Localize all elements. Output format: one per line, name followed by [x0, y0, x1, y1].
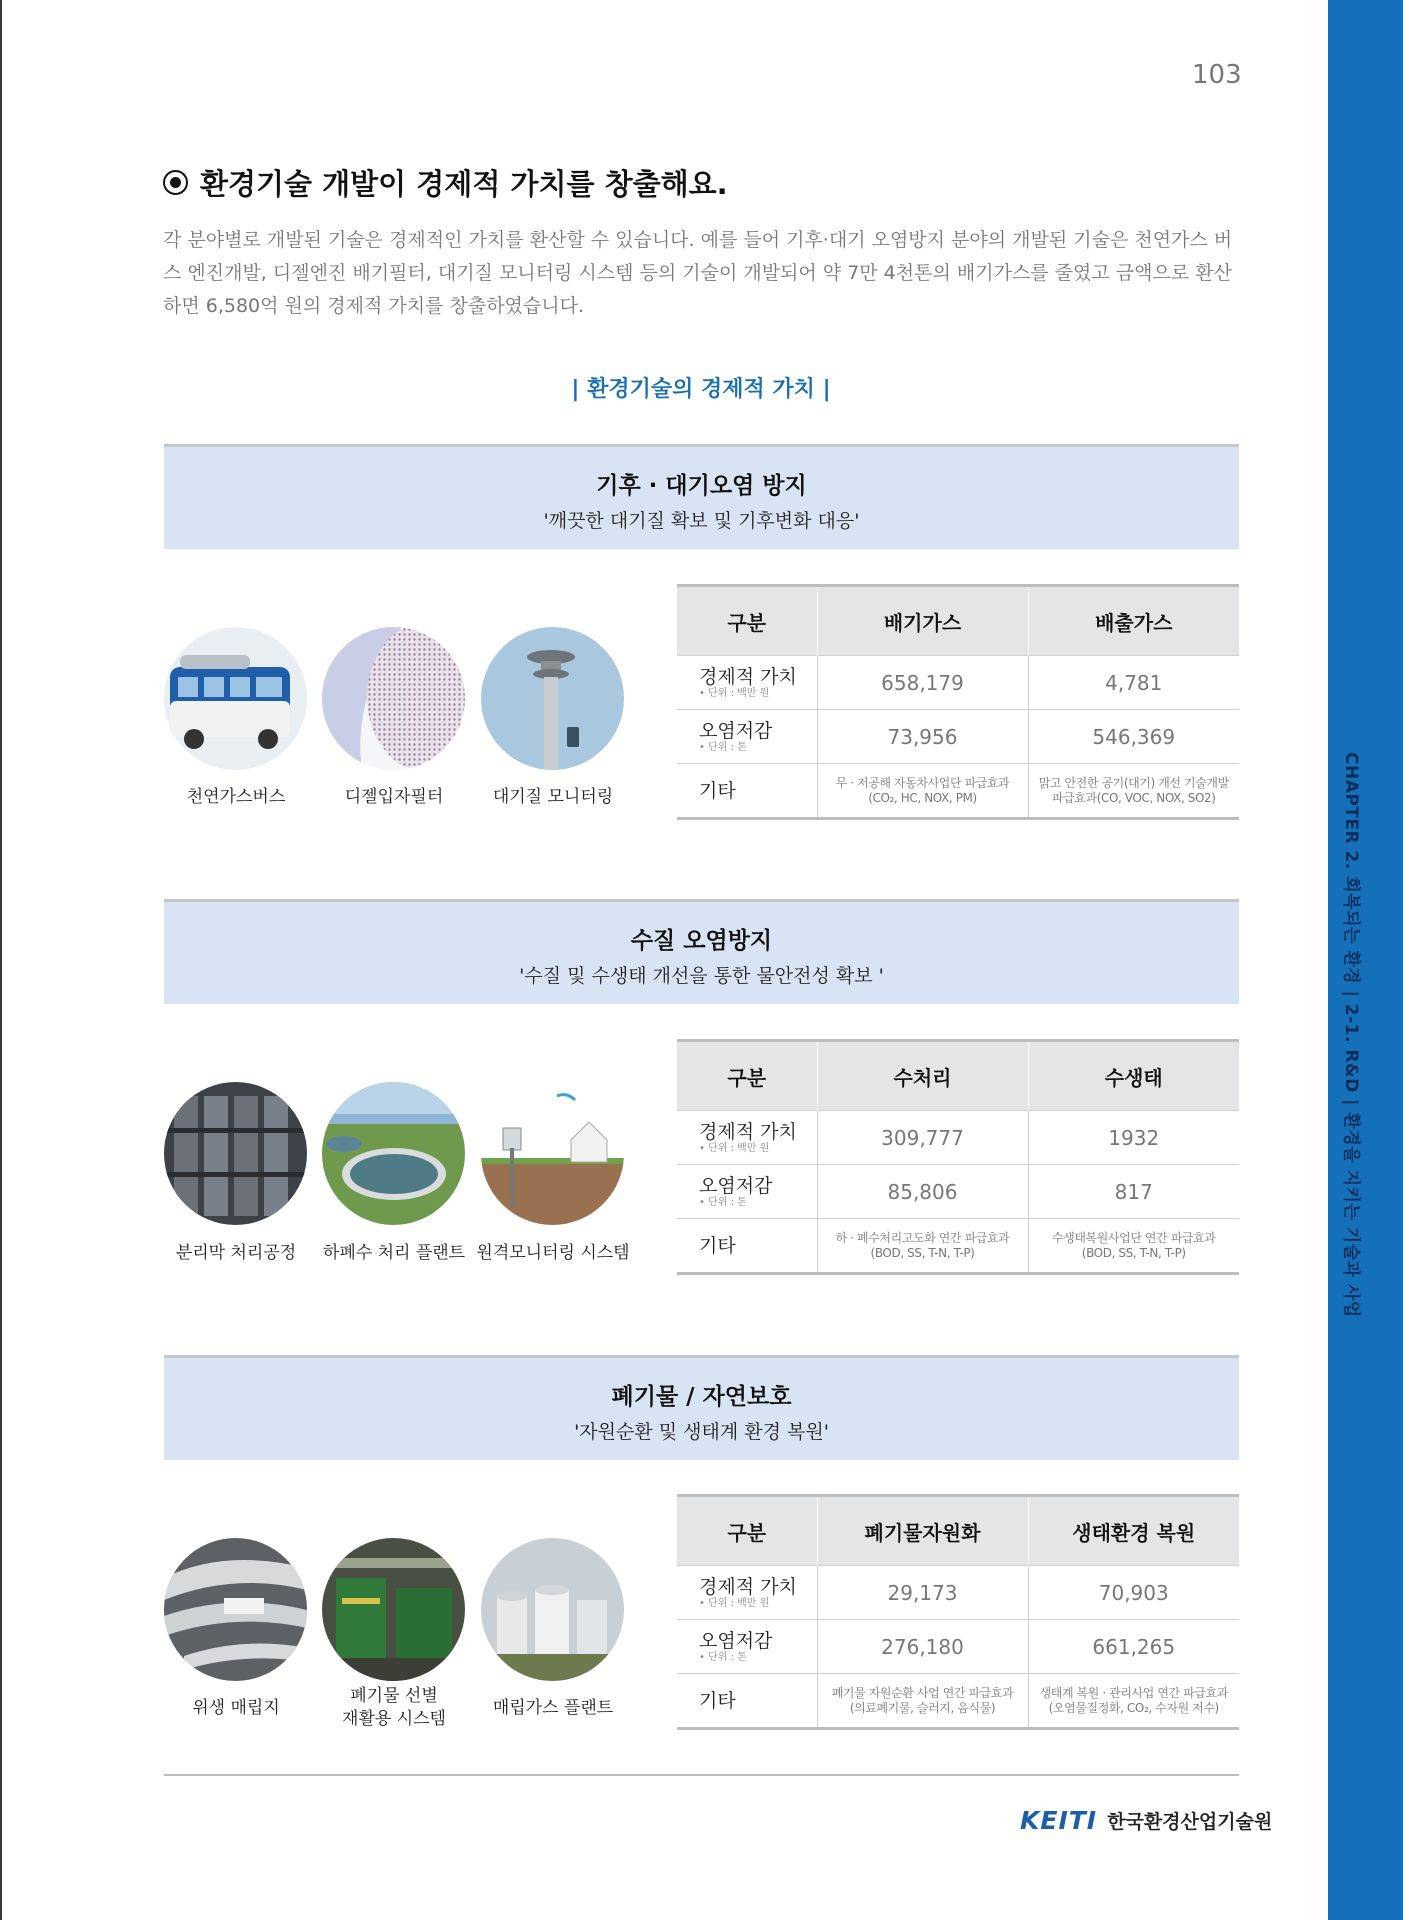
row-label: 경제적 가치 [699, 665, 797, 688]
table-header: 구분 [677, 1496, 817, 1566]
row-label: 경제적 가치 [699, 1120, 797, 1143]
note-line: 수생태복원사업단 연간 파급효과 [1051, 1230, 1216, 1245]
note-line: 하 · 폐수처리고도화 연간 파급효과 [835, 1230, 1010, 1245]
logo-org-name: 한국환경산업기술원 [1107, 1811, 1273, 1833]
section-banner-waste [164, 1355, 1239, 1460]
table-header: 수생태 [1028, 1041, 1239, 1111]
table-row [677, 1674, 1239, 1729]
table-header: 생태환경 복원 [1028, 1496, 1239, 1566]
note-line: (오염물질정화, CO₂, 수자원 저수) [1048, 1700, 1219, 1715]
photo-sanitary-landfill [164, 1538, 307, 1681]
banner-title: 기후 · 대기오염 방지 [596, 473, 807, 499]
row-unit: • 단위 : 톤 [699, 741, 747, 753]
table-cell: 73,956 [817, 710, 1028, 764]
table-header: 배출가스 [1028, 586, 1239, 656]
table-row [677, 1165, 1239, 1219]
photo-caption: 천연가스버스 [186, 787, 286, 807]
note-line: 생태계 복원 · 관리사업 연간 파급효과 [1039, 1685, 1228, 1700]
keiti-logo [1020, 1806, 1272, 1835]
photo-landfill-gas-plant [481, 1538, 624, 1681]
note-line: (CO₂, HC, NOX, PM) [868, 790, 977, 805]
photo-caption: 폐기물 선별 재활용 시스템 [342, 1686, 446, 1729]
table-row [677, 710, 1239, 764]
value-table-waste [677, 1494, 1239, 1730]
page-number: 103 [1192, 60, 1242, 90]
section-banner-air [164, 444, 1239, 549]
table-row [677, 1620, 1239, 1674]
photo-diesel-particulate-filter [322, 627, 465, 770]
photo-caption: 원격모니터링 시스템 [476, 1243, 630, 1263]
table-header: 배기가스 [817, 586, 1028, 656]
row-unit: • 단위 : 톤 [699, 1196, 747, 1208]
table-header: 폐기물자원화 [817, 1496, 1028, 1566]
row-unit: • 단위 : 톤 [699, 1651, 747, 1663]
table-cell: 1932 [1028, 1111, 1239, 1165]
row-label: 기타 [699, 1689, 736, 1712]
figure-title: | 환경기술의 경제적 가치 | [571, 377, 831, 402]
table-note-cell [817, 764, 1028, 819]
table-row [677, 1111, 1239, 1165]
photo-natural-gas-bus [164, 627, 307, 770]
table-row [677, 656, 1239, 710]
table-note-cell [1028, 1674, 1239, 1729]
row-unit: • 단위 : 백만 원 [699, 687, 770, 699]
photo-waste-sorting-system [322, 1538, 465, 1681]
table-cell: 85,806 [817, 1165, 1028, 1219]
banner-subtitle: '수질 및 수생태 개선을 통한 물안전성 확보 ' [519, 965, 884, 987]
table-header: 구분 [677, 1041, 817, 1111]
banner-subtitle: '깨끗한 대기질 확보 및 기후변화 대응' [543, 510, 860, 532]
table-note-cell [1028, 1219, 1239, 1274]
table-header: 구분 [677, 586, 817, 656]
photo-caption: 분리막 처리공정 [175, 1243, 297, 1263]
note-line: (의료폐기물, 슬러지, 음식물) [849, 1700, 996, 1715]
photo-caption: 매립가스 플랜트 [492, 1698, 614, 1718]
logo-mark: KEITI [1020, 1806, 1098, 1835]
row-label: 오염저감 [699, 1174, 773, 1197]
section-banner-water [164, 899, 1239, 1004]
photo-caption: 위생 매립지 [192, 1698, 280, 1718]
photo-caption: 디젤입자필터 [344, 787, 444, 807]
photo-wastewater-plant [322, 1082, 465, 1225]
row-label: 기타 [699, 779, 736, 802]
photo-membrane-process [164, 1082, 307, 1225]
table-note-cell [1028, 764, 1239, 819]
left-border-line [0, 0, 2, 1920]
table-cell: 276,180 [817, 1620, 1028, 1674]
bullet-target-icon [163, 170, 188, 195]
row-label: 오염저감 [699, 719, 773, 742]
photo-remote-monitoring [481, 1082, 624, 1225]
table-header: 수처리 [817, 1041, 1028, 1111]
section-heading-text: 환경기술 개발이 경제적 가치를 창출해요. [200, 167, 728, 201]
table-row [677, 1566, 1239, 1620]
note-line: (BOD, SS, T-N, T-P) [870, 1245, 975, 1260]
table-cell: 658,179 [817, 656, 1028, 710]
photo-air-quality-monitor [481, 627, 624, 770]
table-row [677, 1219, 1239, 1274]
chapter-side-label: CHAPTER 2. 회복되는 환경 | 2-1. R&D | 환경을 지키는 기술과 사업 [1341, 752, 1361, 1318]
banner-title: 수질 오염방지 [630, 928, 773, 954]
note-line: 파급효과(CO, VOC, NOX, SO2) [1051, 790, 1216, 805]
note-line: 무 · 저공해 자동차사업단 파급효과 [835, 775, 1010, 790]
table-note-cell [817, 1219, 1028, 1274]
value-table-air [677, 584, 1239, 820]
row-label: 경제적 가치 [699, 1575, 797, 1598]
banner-subtitle: '자원순환 및 생태계 환경 복원' [574, 1421, 829, 1443]
table-cell: 4,781 [1028, 656, 1239, 710]
table-cell: 70,903 [1028, 1566, 1239, 1620]
table-cell: 546,369 [1028, 710, 1239, 764]
note-line: 맑고 안전한 공기(대기) 개선 기술개발 [1038, 775, 1229, 790]
table-note-cell [817, 1674, 1028, 1729]
row-unit: • 단위 : 백만 원 [699, 1142, 770, 1154]
footer-divider [164, 1774, 1239, 1776]
table-cell: 29,173 [817, 1566, 1028, 1620]
banner-title: 폐기물 / 자연보호 [611, 1384, 792, 1410]
row-label: 기타 [699, 1234, 736, 1257]
note-line: 폐기물 자원순환 사업 연간 파급효과 [831, 1685, 1014, 1700]
photo-caption: 하폐수 처리 플랜트 [322, 1243, 466, 1263]
table-cell: 309,777 [817, 1111, 1028, 1165]
note-line: (BOD, SS, T-N, T-P) [1081, 1245, 1186, 1260]
table-row [677, 764, 1239, 819]
photo-caption: 대기질 모니터링 [492, 787, 614, 807]
section-heading [163, 162, 728, 203]
row-label: 오염저감 [699, 1629, 773, 1652]
row-unit: • 단위 : 백만 원 [699, 1597, 770, 1609]
table-cell: 817 [1028, 1165, 1239, 1219]
table-cell: 661,265 [1028, 1620, 1239, 1674]
value-table-water [677, 1039, 1239, 1275]
intro-paragraph: 각 분야별로 개발된 기술은 경제적인 가치를 환산할 수 있습니다. 예를 들어 기후·대기 오염방지 분야의 개발된 기술은 천연가스 버스 엔진개발, 디젤엔진 배기필터, 대기질 모니터링 시스템 등의 기술이 개발되어 약 7만 4천톤의 배기가스를 줄였고 금액으로 환산하면 6,580억 원의 경제적 가치를 창출하였습니다. [163, 229, 1233, 317]
